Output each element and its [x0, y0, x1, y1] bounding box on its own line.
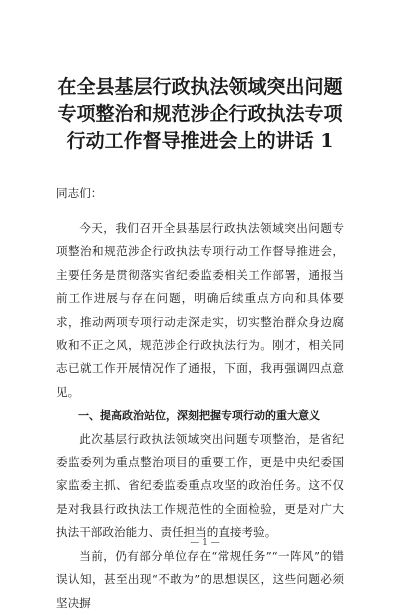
salutation: 同志们： — [56, 186, 103, 200]
section-heading: 一、提高政治站位，深刻把握专项行动的重大意义 — [78, 409, 320, 423]
body-paragraph: 今天，我们召开全县基层行政执法领域突出问题专项整治和规范涉企行政执法专项行动工作督导推进会，主要任务是贯彻落实省纪委监委相关工作部署，通报当前工作进展与存在问题，明确后续重点方向和具体要求，推动两项专项行动走深走实，切实整治群众身边腐败和不正之风，规范涉企行政执法行为。刚才，相关同志已就工作开展情况作了通报，下面，我再强调四点意见。 — [56, 221, 344, 399]
body-paragraph: 当前，仍有部分单位存在“常规任务”“一阵风”的错误认知，甚至出现“不敢为”的思想误区，这些问题必须坚决摒 — [56, 548, 344, 610]
body-paragraph: 此次基层行政执法领域突出问题专项整治，是省纪委监委列为重点整治项目的重要工作，更是中央纪委国家监委主抓、省纪委监委重点攻坚的政治任务。这不仅是对我县行政执法工作规范性的全面检验，更是对广大执法干部政治能力、责任担当的直接考验。 — [56, 431, 344, 540]
page-number: — 1 — — [190, 538, 220, 548]
document-title: 在全县基层行政执法领域突出问题专项整治和规范涉企行政执法专项行动工作督导推进会上的讲话 1 — [57, 76, 343, 152]
